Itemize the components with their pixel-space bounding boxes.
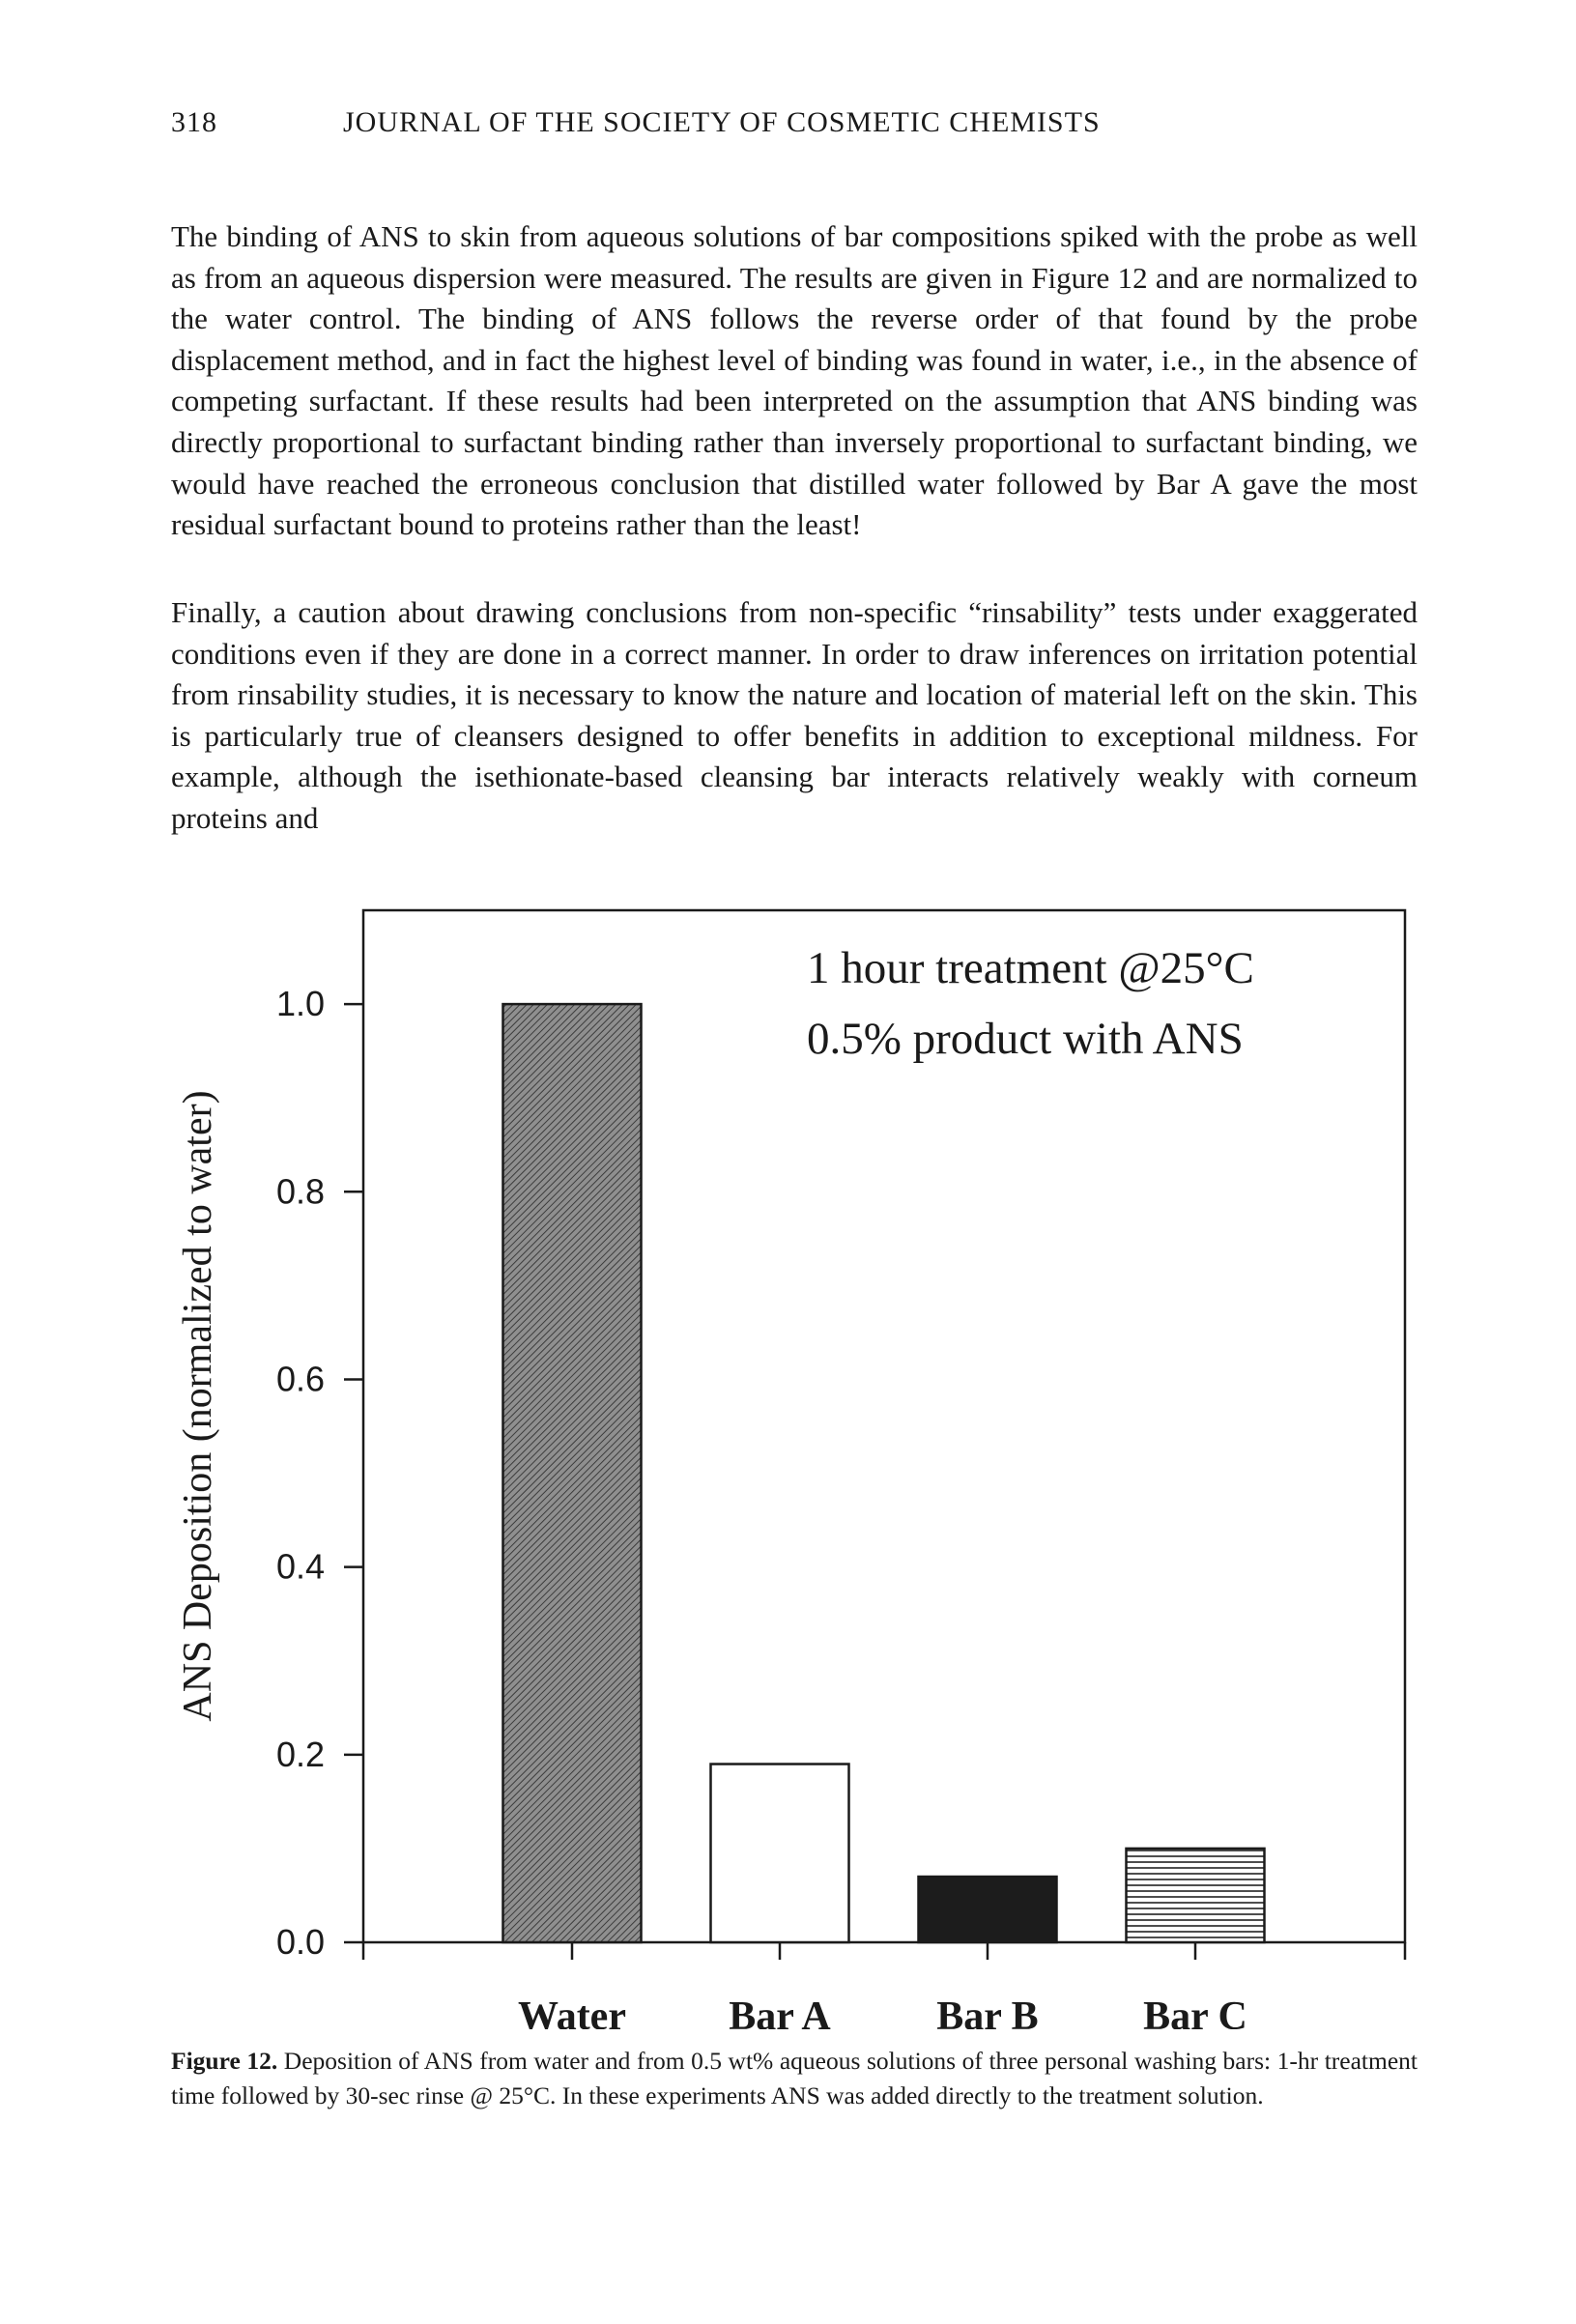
bar-bar-a: [711, 1765, 849, 1942]
y-tick-label: 0.8: [275, 1171, 325, 1212]
annotation-line-2: 0.5% product with ANS: [807, 1014, 1244, 1064]
bar-water: [503, 1004, 642, 1942]
running-header: [171, 106, 1427, 139]
caption-text: Deposition of ANS from water and from 0.5 wt% aqueous solutions of three personal washing bars: 1-hr treatment time followed by 30-sec rinse @ 25°C. In these experiments ANS was added directly to the treatment solution.: [171, 2047, 1418, 2109]
paragraph-text: Finally, a caution about drawing conclusions from non-specific “rinsability” tests under exaggerated conditions even if they are done in a correct manner. In order to draw inferences on irritation potential from rinsability studies, it is necessary to know the nature and location of material left on the skin. This is particularly true of cleansers designed to offer benefits in addition to exceptional mildness. For example, although the isethionate-based cleansing bar interacts relatively weakly with corneum proteins and: [171, 595, 1418, 835]
y-tick-label: 0.4: [275, 1546, 325, 1587]
y-tick-label: 0.6: [275, 1359, 325, 1399]
bar-bar-b: [919, 1877, 1057, 1942]
x-tick-label: Bar C: [1143, 1994, 1247, 2029]
y-axis: [276, 984, 363, 1962]
body-paragraph-1: [171, 216, 1418, 546]
y-tick-label: 1.0: [275, 984, 325, 1024]
figure-caption: [171, 2044, 1418, 2113]
bars-group: [503, 1004, 1265, 1942]
figure-label: Figure 12.: [171, 2047, 278, 2075]
body-paragraph-2: [171, 592, 1418, 840]
bar-chart: [0, 889, 1576, 2029]
annotation-line-1: 1 hour treatment @25°C: [807, 943, 1254, 993]
x-axis: [363, 1942, 1405, 2029]
page-number: 318: [171, 106, 217, 138]
journal-title: JOURNAL OF THE SOCIETY OF COSMETIC CHEMISTS: [343, 106, 1101, 138]
x-tick-label: Water: [518, 1994, 626, 2029]
y-tick-label: 0.0: [275, 1922, 325, 1962]
y-tick-label: 0.2: [275, 1734, 325, 1774]
bar-bar-c: [1127, 1849, 1265, 1942]
paragraph-text: The binding of ANS to skin from aqueous solutions of bar compositions spiked with the probe as well as from an aqueous dispersion were measured. The results are given in Figure 12 and are normalized to the water control. The binding of ANS follows the reverse order of that found by the probe displacement method, and in fact the highest level of binding was found in water, i.e., in the absence of competing surfactant. If these results had been interpreted on the assumption that ANS binding was directly proportional to surfactant binding rather than inversely proportional to surfactant binding, we would have reached the erroneous conclusion that distilled water followed by Bar A gave the most residual surfactant bound to proteins rather than the least!: [171, 219, 1418, 542]
x-tick-label: Bar B: [936, 1994, 1039, 2029]
y-axis-label: ANS Deposition (normalized to water): [176, 1090, 220, 1722]
x-tick-label: Bar A: [729, 1994, 831, 2029]
